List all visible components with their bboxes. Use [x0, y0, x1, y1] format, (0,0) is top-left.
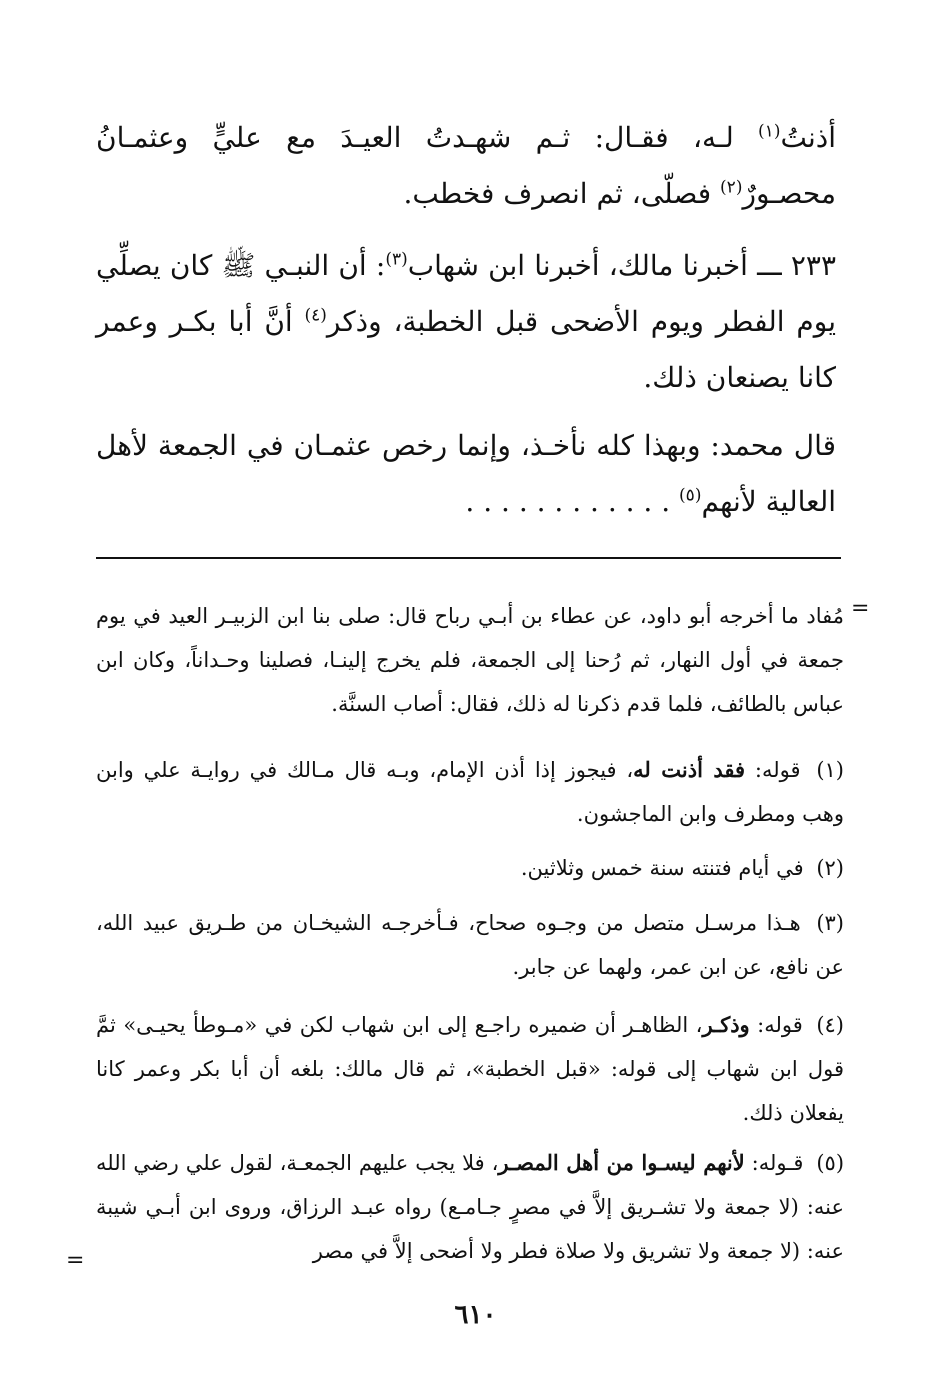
footnote-number: (٥)	[816, 1151, 845, 1175]
main-paragraph-hadith-233	[96, 238, 836, 406]
footnote-text: قوله:	[745, 758, 801, 782]
continuation-mark-bottom: =	[66, 1248, 85, 1273]
footnote-1	[96, 748, 844, 836]
footnote-text: ، فلا يجب عليهم الجمعـة، لقول علي رضي الله عنه: (لا جمعة ولا تشـريق إلاَّ في مصرٍ جـامـع) رواه عبـد الرزاق، وروى ابن أبـي شيبة عنه: (لا جمعة ولا تشريق ولا صلاة فطر ولا أضحى إلاَّ في مصر	[96, 1151, 844, 1263]
footnote-separator-rule	[96, 557, 841, 559]
footnote-number: (٤)	[816, 1013, 844, 1037]
footnote-ref-2[interactable]: (٢)	[720, 177, 743, 198]
footnote-number: (٣)	[816, 911, 844, 935]
footnote-text: قـوله:	[744, 1151, 804, 1175]
main-text-run: فصلّى، ثم انصرف فخطب.	[403, 177, 721, 210]
footnote-text: ، فيجوز إذا أذن الإمام، وبـه قال مـالك في روايـة علي وابن وهب ومطرف وابن الماجشون.	[96, 758, 844, 826]
footnote-2	[96, 846, 844, 890]
main-text-run: لـه، فقـال: ثـم شهـدتُ العيـدَ مع عليٍّ وعثمـانُ محصـورٌ	[96, 121, 836, 210]
footnote-text: مُفاد ما أخرجه أبو داود، عن عطاء بن أبـي رباح قال: صلى بنا ابن الزبيـر العيد في يوم جمعة في أول النهار، ثم رُحنا إلى الجمعة، فلم يخرج إلينـا، فصلينا وحـداناً، وكان ابن عباس بالطائف، فلما قدم ذكرنا له ذلك، فقال: أصاب السنَّة.	[96, 604, 844, 716]
main-text-run: أنَّ أبا بكـر وعمر كانا يصنعان ذلك.	[96, 305, 836, 394]
footnote-ref-1[interactable]: (١)	[758, 121, 781, 142]
footnote-ref-5[interactable]: (٥)	[679, 485, 702, 506]
footnote-text: هـذا مرسـل متصل من وجـوه صحاح، فـأخرجـه الشيخـان من طـريق عبيد الله، عن نافع، عن ابن عمر، ولهما عن جابر.	[96, 911, 844, 979]
continuation-dots: . . . . . . . . . . . .	[465, 485, 680, 518]
continuation-mark-top: =	[851, 596, 870, 621]
footnote-quoted-phrase: فقد أذنت له	[633, 757, 746, 782]
footnote-5	[96, 1141, 844, 1273]
main-paragraph-1	[96, 110, 836, 222]
footnote-ref-3[interactable]: (٣)	[385, 249, 408, 270]
footnote-quoted-phrase: لأنهم ليسـوا من أهل المصـر	[498, 1150, 745, 1175]
page-number: ٦١٠	[454, 1300, 497, 1330]
footnote-continued	[96, 594, 844, 726]
footnote-4	[96, 1003, 844, 1135]
footnote-number: (٢)	[816, 856, 844, 880]
main-text-run: أذنتُ	[780, 121, 836, 154]
footnote-ref-4[interactable]: (٤)	[304, 305, 327, 326]
main-text-run: ٢٣٣ ـــ أخبرنا مالك، أخبرنا ابن شهاب	[407, 249, 836, 282]
footnote-quoted-phrase: وذكـر	[702, 1012, 750, 1037]
footnote-number: (١)	[816, 758, 844, 782]
footnote-3	[96, 901, 844, 989]
main-text-run: قال محمد: وبهذا كله نأخـذ، وإنما رخص عثمـان في الجمعة لأهل العالية لأنهم	[96, 429, 836, 518]
footnote-text: قوله:	[749, 1013, 803, 1037]
main-paragraph-commentary	[96, 418, 836, 530]
footnote-text: في أيام فتنته سنة خمس وثلاثين.	[520, 856, 804, 880]
main-text-run: : أن النبـي ﷺ كان يصلِّي يوم الفطر ويوم الأضحى قبل الخطبة، وذكر	[96, 249, 836, 338]
footnote-text: ، الظاهـر أن ضميره راجـع إلى ابن شهاب لكن في «مـوطأ يحيـى» ثمَّ قول ابن شهاب إلى قوله: «قبل الخطبة»، ثم قال مالك: بلغه أن أبا بكر وعمر كانا يفعلان ذلك.	[96, 1013, 844, 1125]
